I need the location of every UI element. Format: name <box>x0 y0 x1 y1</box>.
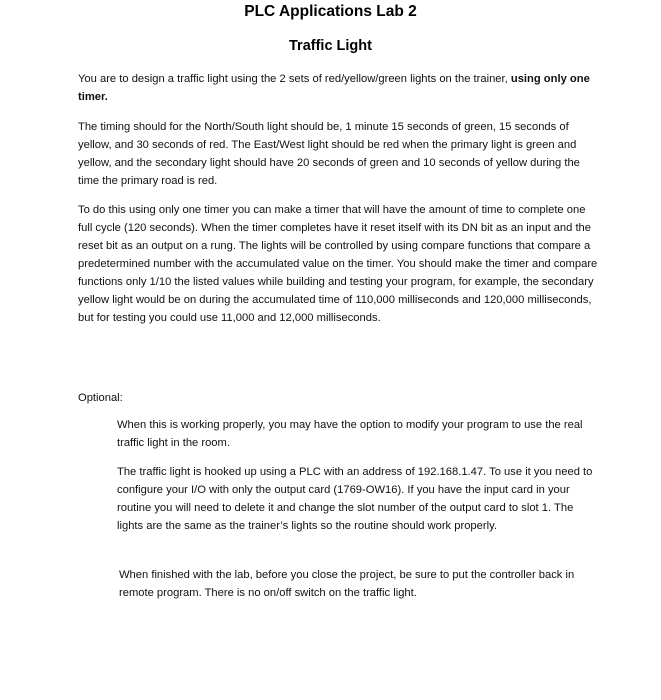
page-subtitle: Traffic Light <box>289 38 372 54</box>
one-timer-paragraph: To do this using only one timer you can make a timer that will have the amount of time to complete one full cycle (120 seconds). When the timer completes have it reset itself with its DN bit as an input and the reset bit as an output on a rung. The lights will be controlled by using compare functions that compare a predetermined number with the accumulated value on the timer. You should make the timer and compare functions only 1/10 the listed values while building and testing your program, for example, the secondary yellow light would be on during the accumulated time of 110,000 milliseconds and 120,000 milliseconds, but for testing you could use 11,000 and 12,000 milliseconds. <box>78 204 598 324</box>
optional-paragraph-2: The traffic light is hooked up using a PLC with an address of 192.168.1.47. To use it you need to configure your I/O with only the output card (1769-OW16). If you have the input card in your routine you will need to delete it and change the slot number of the output card to slot 1. The lights are the same as the trainer’s lights so the routine should work properly. <box>117 466 593 532</box>
optional-paragraph-3: When finished with the lab, before you close the project, be sure to put the controller back in remote program. There is no on/off switch on the traffic light. <box>119 569 575 599</box>
timing-paragraph: The timing should for the North/South light should be, 1 minute 15 seconds of green, 15 seconds of yellow, and 30 seconds of red. The East/West light should be red when the primary light is green and yellow, and the secondary light should have 20 seconds of green and 10 seconds of yellow during the time the primary road is red. <box>78 121 580 187</box>
page-title: PLC Applications Lab 2 <box>244 3 417 20</box>
optional-paragraph-1: When this is working properly, you may have the option to modify your program to use the real traffic light in the room. <box>117 419 583 449</box>
optional-label: Optional: <box>78 392 123 404</box>
intro-bold-text: using only one timer. <box>78 73 590 103</box>
intro-text: You are to design a traffic light using the 2 sets of red/yellow/green lights on the trainer, <box>78 73 511 85</box>
intro-paragraph <box>78 70 598 106</box>
